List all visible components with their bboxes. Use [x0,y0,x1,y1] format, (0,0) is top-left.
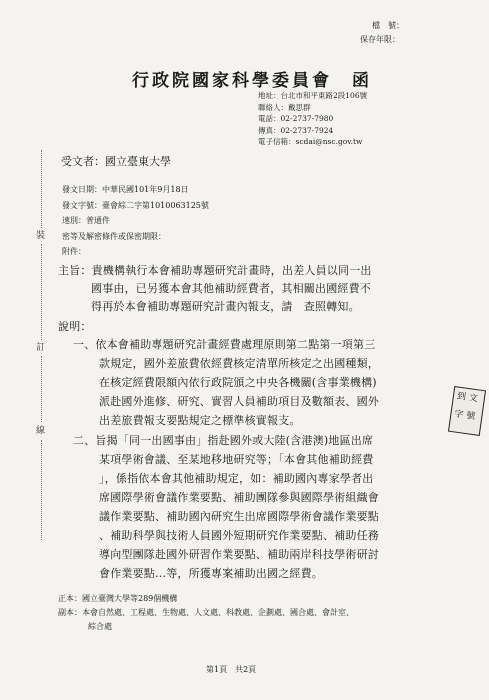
stamp-char: 號 [465,411,476,423]
file-number-label: 檔 號： [372,21,404,30]
line-mark: 線 [36,426,46,436]
explanation-label: 說明： [58,320,92,333]
retention-period-label: 保存年限： [360,35,400,44]
item2-line: 導向型團隊赴國外研習作業要點、補助兩岸科技學術研討 [99,548,379,561]
recipient: 受文者：國立臺東大學 [61,155,171,168]
contact-block [258,90,367,148]
document-number: 發文字號：臺會綜二字第1010063125號 [62,200,209,210]
item1-line: 在核定經費限額內依行政院頒之中央各機關(含事業機構) [99,376,377,389]
staple-mark: 訂 [36,343,46,353]
item2-line: 席國際學術會議作業要點、補助團隊參與國際學術組織會 [99,491,379,504]
contact-fax: 傳真：02-2737-7924 [258,125,334,135]
page-title: 行政院國家科學委員會 函 [132,71,372,91]
contact-phone: 電話：02-2737-7980 [258,114,334,123]
receipt-stamp [448,386,486,436]
stamp-char: 文 [468,393,479,405]
item1-line: 派赴國外進修、研究、實習人員補助項目及數額表、國外 [99,395,379,408]
speed-class: 速別：普通件 [62,216,110,225]
binding-line-upper [41,150,43,228]
binding-line-middle [41,244,43,340]
binding-mark: 裝 [36,231,46,241]
stamp-char: 字 [453,409,465,421]
main-recipients: 正本：國立臺灣大學等289個機構 [58,594,178,603]
meta-block [62,182,209,260]
subject-line: 國事由，已另獲本會其他補助經費者，其相關出國經費不 [91,282,371,295]
page-number: 第1頁 共2頁 [206,665,257,674]
item2-line: 、補助科學與技術人員國外短期研究作業要點、補助任務 [99,529,379,542]
item1-line: 款規定，國外差旅費依經費核定清單所核定之出國種類， [99,357,379,370]
copy-recipients-cont: 綜合處 [88,622,112,631]
binding-line-lower [41,356,43,422]
issue-date: 發文日期：中華民國101年9月18日 [62,185,189,194]
stamp-char: 到 [456,391,467,403]
subject-line: 得再於本會補助專題研究計畫內報支，請 查照轉知。 [91,300,360,313]
item1-line: 出差旅費報支要點規定之標準核實報支。 [99,414,301,427]
distribution-block [58,592,354,634]
item1-line: 一、依本會補助專題研究計畫經費處理原則第二點第一項第三 [73,338,376,351]
contact-address: 地址：台北市和平東路2段106號 [258,91,368,100]
copy-recipients: 副本：本會自然處、工程處、生物處、人文處、科教處、企劃處、國合處、會計室、 [58,608,354,617]
secrecy-condition: 密等及解密條件或保密期限： [62,231,166,241]
attachment: 附件： [62,247,86,256]
item2-line: 」，係指依本會其他補助規定，如：補助國內專家學者出 [99,472,374,485]
contact-person: 聯絡人：戴思群 [258,102,311,112]
subject-line: 主旨：貴機構執行本會補助專題研究計畫時，出差人員以同一出 [58,264,372,277]
item2-line: 某項學術會議、至某地移地研究等；「本會其他補助經費 [99,453,374,466]
contact-email: 電子信箱：scdai@nsc.gov.tw [258,137,363,146]
item2-line: 議作業要點、補助國內研究生出席國際學術會議作業要點 [99,510,379,523]
item2-line: 會作業要點…等，所獲專案補助出國之經費。 [99,567,323,580]
item2-line: 二、旨揭「同一出國事由」指赴國外或大陸(含港澳)地區出席 [73,434,374,447]
binding-line-bottom [41,440,43,540]
